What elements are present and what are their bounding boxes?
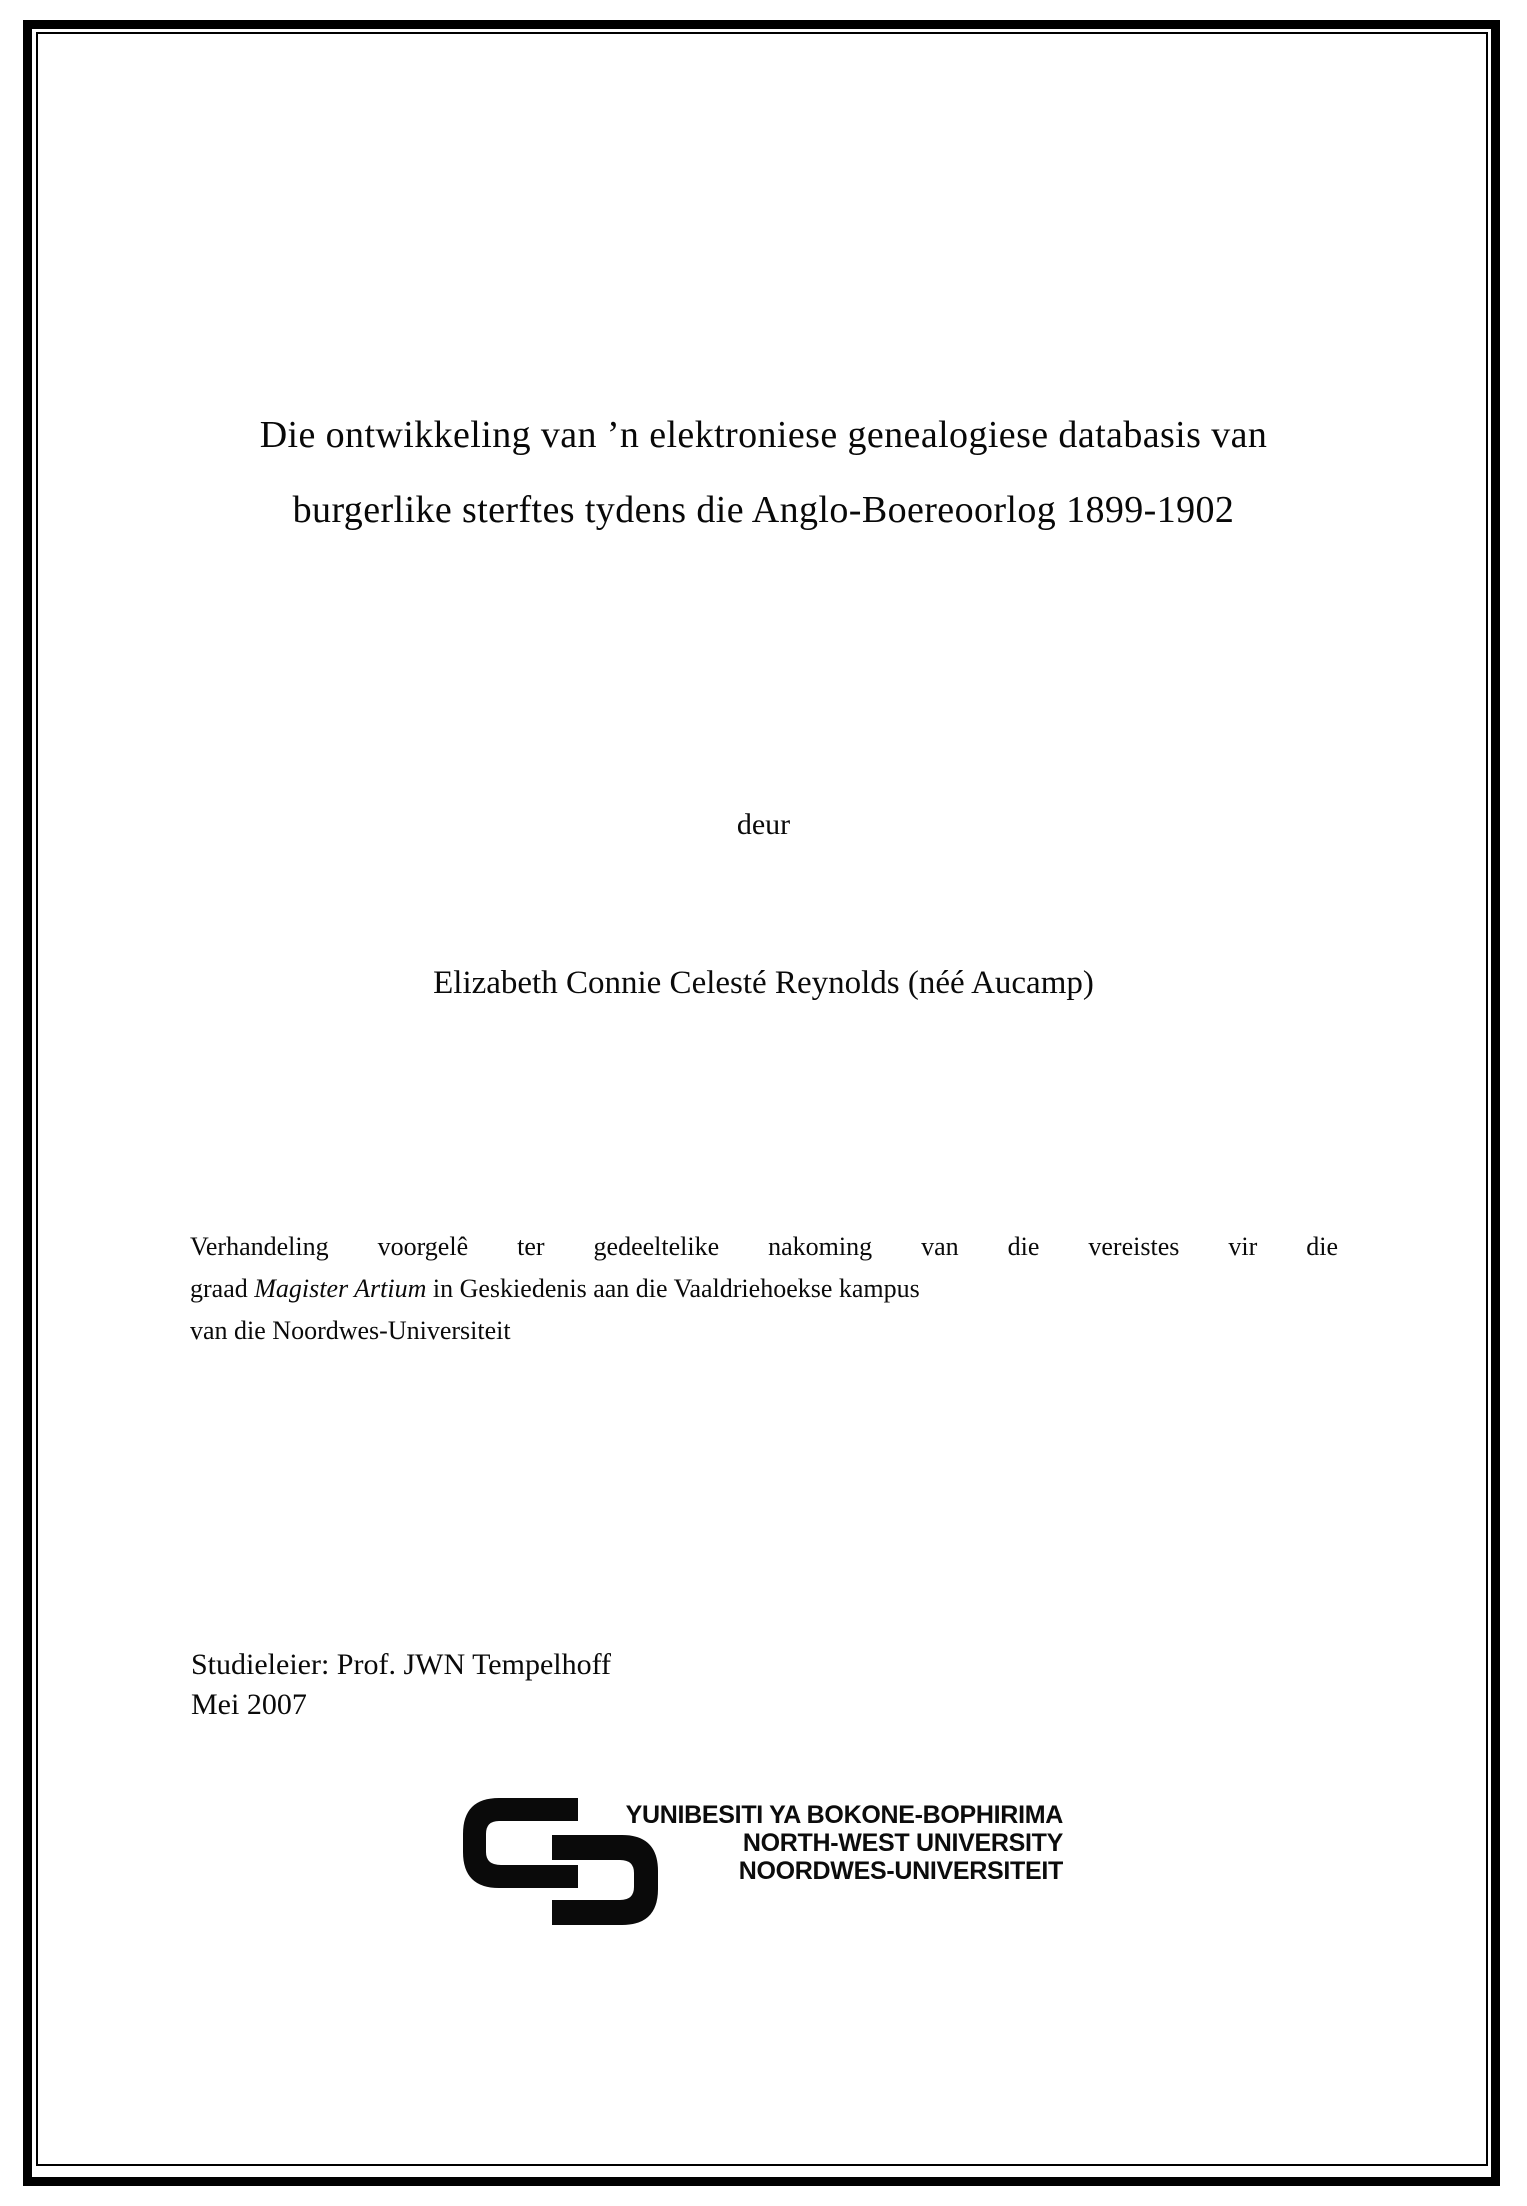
degree-statement-line-2-suffix: in Geskiedenis aan die Vaaldriehoekse kampus <box>426 1274 920 1303</box>
university-logo-text <box>588 1801 1063 1885</box>
university-logo <box>458 1793 1098 1943</box>
author-name: Elizabeth Connie Celesté Reynolds (néé Aucamp) <box>433 965 1094 1001</box>
title-line-2: burgerlike sterftes tydens die Anglo-Boereoorlog 1899-1902 <box>292 489 1235 531</box>
date-line: Mei 2007 <box>191 1688 307 1721</box>
degree-statement-line-1: Verhandeling voorgelê ter gedeeltelike nakoming van die vereistes vir die <box>190 1232 1338 1261</box>
title-line-1: Die ontwikkeling van ’n elektroniese genealogiese databasis van <box>259 414 1268 456</box>
degree-name-italic: Magister Artium <box>254 1274 427 1303</box>
degree-statement <box>190 1226 1338 1352</box>
supervisor-line: Studieleier: Prof. JWN Tempelhoff <box>191 1648 612 1681</box>
degree-statement-line-2-prefix: graad <box>190 1274 255 1303</box>
degree-statement-line-3: van die Noordwes-Universiteit <box>190 1316 511 1345</box>
logo-text-line-afrikaans: NOORDWES-UNIVERSITEIT <box>738 1857 1063 1885</box>
degree-statement-line-2 <box>190 1268 1338 1310</box>
page-title <box>70 398 1457 548</box>
logo-text-line-english: NORTH-WEST UNIVERSITY <box>742 1829 1063 1857</box>
supervisor-block <box>191 1645 611 1725</box>
logo-text-line-setswana: YUNIBESITI YA BOKONE-BOPHIRIMA <box>625 1801 1063 1829</box>
byline: deur <box>736 808 791 841</box>
